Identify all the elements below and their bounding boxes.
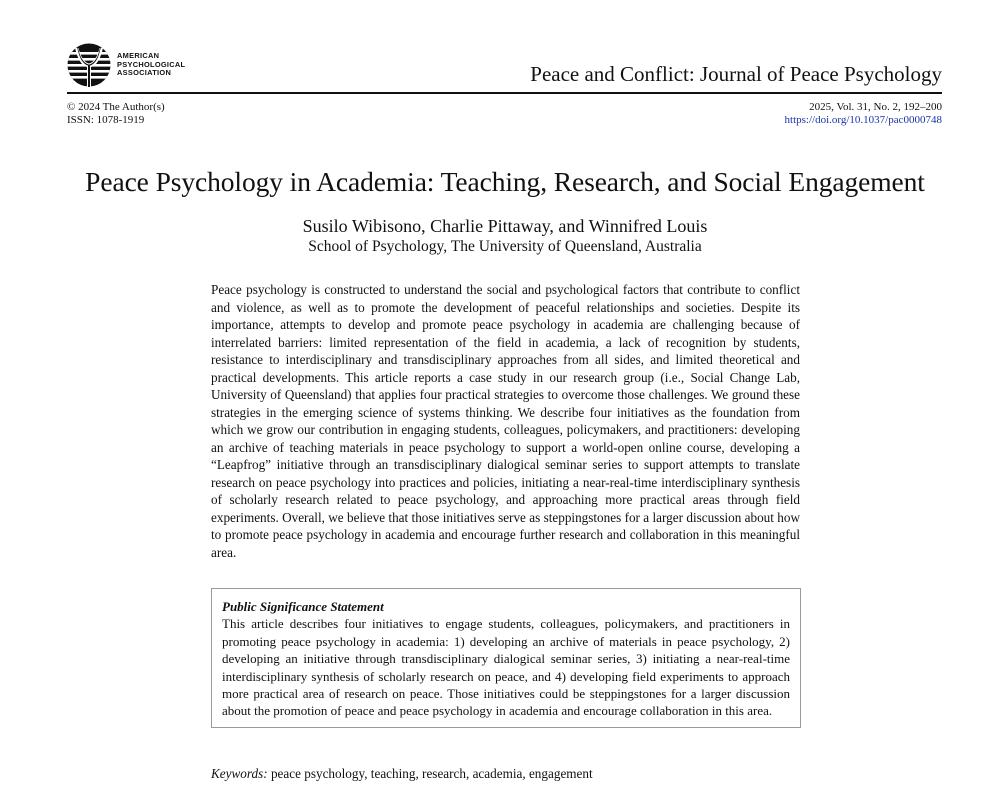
apa-logo-icon <box>67 43 111 87</box>
publisher-name-line: ASSOCIATION <box>117 68 172 78</box>
significance-body: This article describes four initiatives to engage students, colleagues, policymakers, and practitioners in promoting peace psychology in academia: 1) developing an archive of materials in peace psychology, 2) developing an initiative through transdisciplinary dialogical seminar series, 3) initiating a near-real-time interdisciplinary synthesis of scholarly research on peace, and 4) developing field experiments to approach more practical area of research on peace. Those initiatives could be steppingstones for a larger discussion about the promotion of peace and peace psychology in academia and encourage collaboration in this area. <box>222 616 790 719</box>
header-rule <box>67 92 942 94</box>
abstract-text: Peace psychology is constructed to understand the social and psychological factors that contribute to conflict and violence, as well as to promote the development of peaceful relationships and societies. Despite its importance, attempts to develop and promote peace psychology in academia are challenging because of interrelated barriers: limited representation of the field in academia, a lack of recognition by students, resistance to interdisciplinary and transdisciplinary approaches from all sides, and limited theoretical and practical developments. This article reports a case study in our research group (i.e., Social Change Lab, University of Queensland) that applies four practical strategies to overcome those challenges. We ground these strategies in the emerging science of systems thinking. We describe four initiatives as the foundation from which we grow our contribution in engaging students, colleagues, policymakers, and practitioners: developing an archive of teaching materials in peace psychology to support a world-open online course, developing a “Leapfrog” initiative through an transdisciplinary dialogical seminar series to support attempts to translate research on peace psychology into practices and policies, initiating a near-real-time interdisciplinary synthesis of scholarly research related to peace psychology, and approaching more practical areas through field experiments. Overall, we believe that those initiatives serve as steppingstones for a larger discussion about how to promote peace psychology in academia and encourage further research and collaboration in this meaningful area. <box>211 282 800 560</box>
copyright: © 2024 The Author(s) <box>67 101 165 113</box>
meta-right <box>785 101 942 127</box>
keywords-label: Keywords: <box>211 766 268 781</box>
significance-statement-box <box>211 588 801 728</box>
publisher-name <box>117 52 185 77</box>
journal-title: Peace and Conflict: Journal of Peace Psychology <box>530 62 942 86</box>
affiliation: School of Psychology, The University of Queensland, Australia <box>308 238 702 255</box>
keywords-list: peace psychology, teaching, research, academia, engagement <box>270 766 593 781</box>
publisher-name-line: PSYCHOLOGICAL <box>117 59 186 69</box>
doi-link[interactable]: https://doi.org/10.1037/pac0000748 <box>784 114 942 126</box>
publisher-name-line: AMERICAN <box>117 51 160 61</box>
meta-left <box>67 101 165 127</box>
significance-heading: Public Significance Statement <box>222 599 384 614</box>
abstract <box>211 281 800 561</box>
publisher-logo <box>67 43 185 87</box>
citation: 2025, Vol. 31, No. 2, 192–200 <box>809 101 942 113</box>
article-title: Peace Psychology in Academia: Teaching, Research, and Social Engagement <box>85 166 925 197</box>
keywords <box>211 766 593 782</box>
issn: ISSN: 1078-1919 <box>67 114 145 126</box>
authors: Susilo Wibisono, Charlie Pittaway, and Winnifred Louis <box>302 216 708 236</box>
